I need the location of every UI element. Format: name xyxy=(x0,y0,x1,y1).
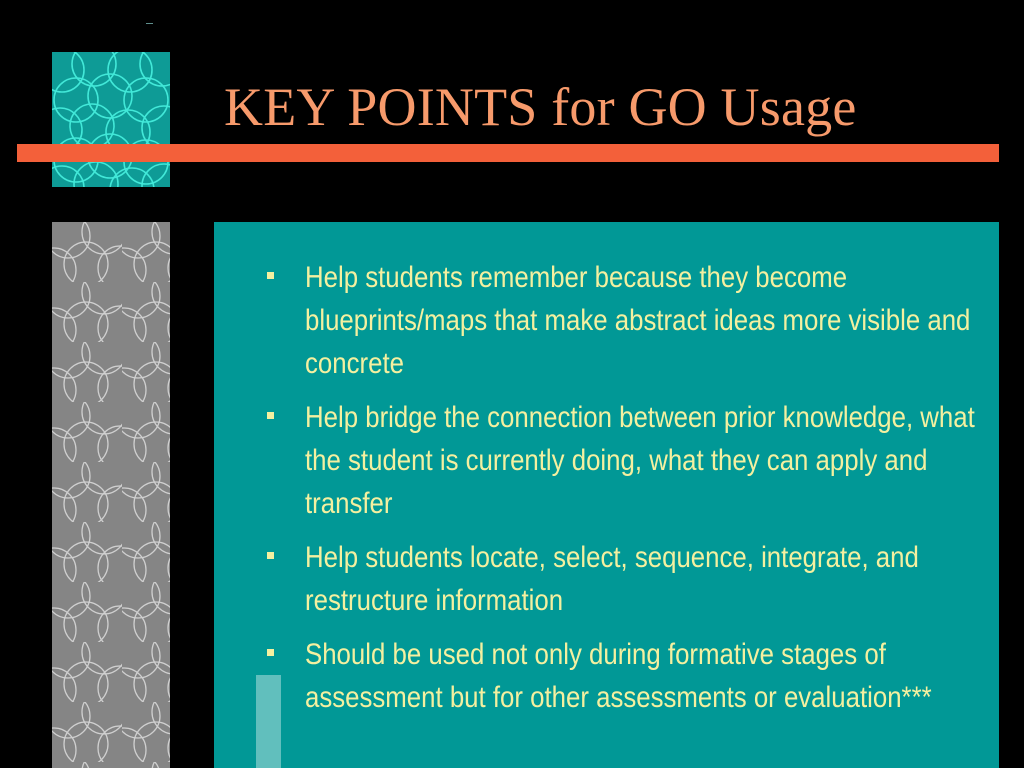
slide-title: KEY POINTS for GO Usage xyxy=(224,77,857,137)
square-bullet-icon xyxy=(267,552,274,559)
bullet-item xyxy=(264,256,994,385)
bullet-item xyxy=(264,633,994,719)
bullet-text: Help students remember because they become blueprints/maps that make abstract ideas more visible and concrete xyxy=(305,261,971,380)
corner-tick-mark xyxy=(146,23,153,24)
square-bullet-icon xyxy=(267,272,274,279)
bullet-item xyxy=(264,396,994,525)
title-underline-bar xyxy=(17,144,999,162)
bullet-text: Help students locate, select, sequence, integrate, and restructure information xyxy=(305,541,919,617)
square-bullet-icon xyxy=(267,412,274,419)
bullet-item xyxy=(264,536,994,622)
decorative-gray-circle-pattern xyxy=(52,222,170,768)
bullet-list xyxy=(264,256,994,730)
bullet-text: Help bridge the connection between prior knowledge, what the student is currently doing, what they can apply and transfer xyxy=(305,401,975,520)
square-bullet-icon xyxy=(267,649,274,656)
bullet-text: Should be used not only during formative stages of assessment but for other assessments or evaluation*** xyxy=(305,638,932,714)
decorative-teal-circle-pattern xyxy=(52,52,170,187)
